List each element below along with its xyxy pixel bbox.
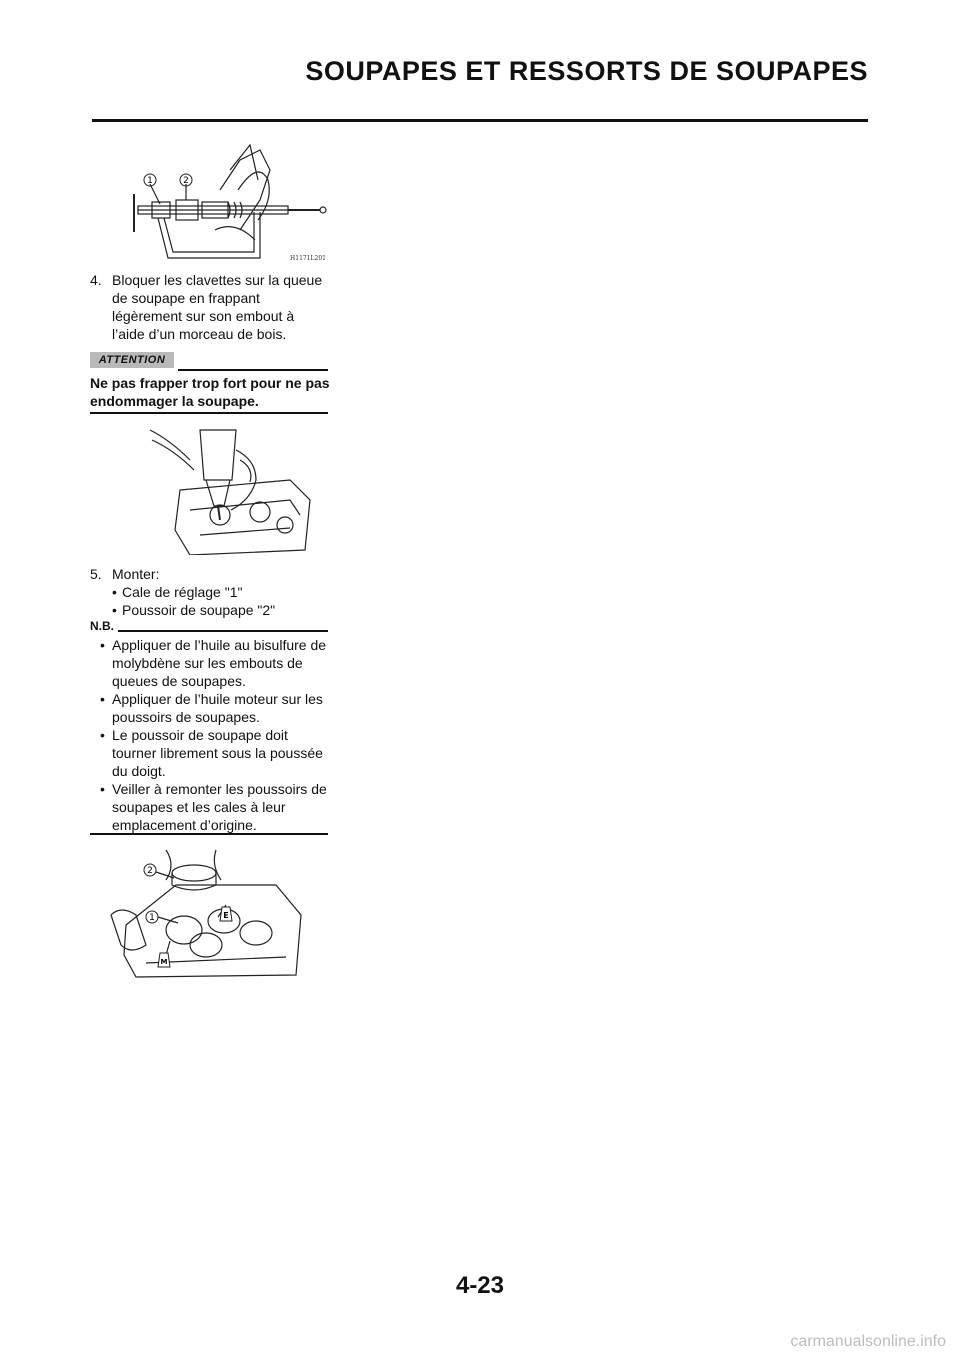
attention-badge: ATTENTION bbox=[90, 352, 174, 368]
callout-2: 2 bbox=[183, 176, 189, 186]
step-4-number: 4. bbox=[90, 272, 102, 288]
figure-tapping-valve bbox=[140, 420, 320, 555]
attention-top-rule bbox=[178, 369, 328, 371]
callout-1: 1 bbox=[147, 176, 153, 186]
step-5 bbox=[90, 565, 330, 619]
step-5-item: • Cale de réglage "1" bbox=[90, 583, 330, 601]
tappet-illustration bbox=[106, 845, 306, 980]
nb-item: • Veiller à remonter les poussoirs de soupapes et les cales à leur emplacement d’origine. bbox=[90, 780, 330, 834]
nb-item: • Appliquer de l’huile moteur sur les poussoirs de soupapes. bbox=[90, 690, 330, 726]
nb-item: • Le poussoir de soupape doit tourner librement sous la poussée du doigt. bbox=[90, 726, 330, 780]
compressor-illustration bbox=[120, 140, 330, 265]
nb-label: N.B. bbox=[90, 619, 114, 633]
engine-oil-symbol: E bbox=[223, 911, 229, 920]
header-rule bbox=[92, 119, 868, 122]
figure-code: H1171L201 bbox=[290, 255, 326, 262]
attention-bottom-rule bbox=[90, 412, 328, 414]
nb-bottom-rule bbox=[90, 833, 328, 835]
nb-top-rule bbox=[118, 630, 328, 632]
page-number: 4-23 bbox=[455, 1272, 505, 1299]
watermark: carmanualsonline.info bbox=[790, 1333, 946, 1350]
step-5-text: Monter: bbox=[112, 566, 160, 582]
figure-valve-spring-compressor bbox=[120, 140, 330, 265]
nb-item: • Appliquer de l’huile au bisulfure de molybdène sur les embouts de queues de soupapes. bbox=[90, 636, 330, 690]
moly-oil-symbol: M bbox=[160, 958, 168, 966]
nb-list bbox=[90, 636, 330, 834]
step-5-item: • Poussoir de soupape "2" bbox=[90, 601, 330, 619]
callout-1: 1 bbox=[149, 913, 155, 923]
attention-text: Ne pas frapper trop fort pour ne pas endommager la soupape. bbox=[90, 375, 330, 409]
callout-2: 2 bbox=[147, 866, 153, 876]
page-title: SOUPAPES ET RESSORTS DE SOUPAPES bbox=[305, 56, 868, 86]
figure-tappet-installation bbox=[106, 845, 306, 980]
tapping-illustration bbox=[140, 420, 320, 555]
step-4-text: Bloquer les clavettes sur la queue de soupape en frappant légèrement sur son embout à l’aide d’un morceau de bois. bbox=[112, 272, 323, 342]
step-5-number: 5. bbox=[90, 566, 102, 582]
step-4 bbox=[90, 271, 330, 343]
